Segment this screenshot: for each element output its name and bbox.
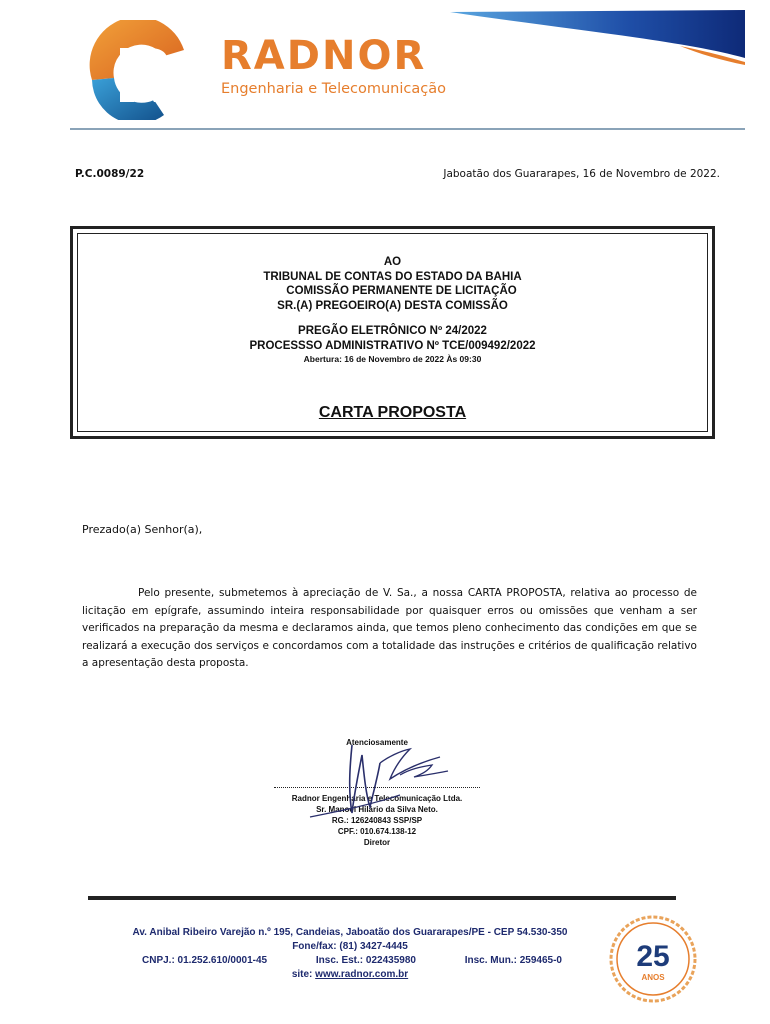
body-paragraph: Pelo presente, submetemos à apreciação de V. Sa., a nossa CARTA PROPOSTA, relativa ao processo de licitação em epígrafe, assumindo inteira responsabilidade por quaisquer erros ou omissões que venham a ser verificados na preparação da mesma e declaramos ainda, que temos pleno conhecimento das condições em que se realizará a execução dos serviços e concordamos com a totalidade das instruções e critérios de qualificação relativo a apresentação desta proposta. (82, 587, 697, 669)
signer-role: Diretor (363, 838, 391, 847)
process-line-1: PREGÃO ELETRÔNICO Nº 24/2022 (298, 325, 487, 337)
process-block (78, 324, 707, 365)
anniversary-seal-icon (608, 914, 698, 1004)
opening-date: Abertura: 16 de Novembro de 2022 Às 09:30 (303, 354, 482, 364)
signer-name: Sr. Manoel Hilário da Silva Neto. (316, 805, 438, 814)
signer-company: Radnor Engenharia e Telecomunicação Ltda. (291, 794, 463, 803)
process-line-2: PROCESSSO ADMINISTRATIVO Nº TCE/009492/2022 (249, 339, 536, 352)
addressee-line-2: TRIBUNAL DE CONTAS DO ESTADO DA BAHIA (263, 270, 522, 283)
radnor-r-logo-icon (84, 20, 190, 120)
reference-code: P.C.0089/22 (75, 168, 145, 180)
footer-divider (88, 896, 676, 900)
footer-cnpj: CNPJ.: 01.252.610/0001-45 (142, 955, 268, 966)
blue-swoosh-icon (450, 10, 745, 65)
reference-line (75, 168, 720, 180)
header-divider (70, 128, 745, 130)
signer-rg: RG.: 126240843 SSP/SP (331, 816, 423, 825)
addressee-frame (70, 226, 715, 439)
place-date: Jaboatão dos Guararapes, 16 de Novembro de 2022. (443, 168, 720, 180)
brand-subtitle: Engenharia e Telecomunicação (221, 81, 446, 97)
document-title: CARTA PROPOSTA (318, 404, 467, 421)
seal-label: ANOS (641, 973, 665, 982)
handwritten-signature-icon (270, 735, 470, 825)
salutation: Prezado(a) Senhor(a), (82, 523, 203, 536)
addressee-line-3: COMISSÃO PERMANENTE DE LICITAÇÃO (286, 285, 517, 297)
brand-name: RADNOR (221, 33, 427, 79)
footer-site-label: site: (291, 969, 313, 980)
closing: Atenciosamente (346, 738, 408, 747)
footer-address: Av. Anibal Ribeiro Varejão n.º 195, Candeias, Jaboatão dos Guararapes/PE - CEP 54.530-350 (132, 927, 568, 938)
addressee-frame-inner (77, 233, 708, 432)
footer-insc-est: Insc. Est.: 022435980 (315, 955, 416, 966)
footer-info (80, 926, 620, 982)
footer-registrations (80, 954, 620, 968)
signer-cpf: CPF.: 010.674.138-12 (337, 827, 417, 836)
footer-site (80, 968, 620, 982)
footer-insc-mun: Insc. Mun.: 259465-0 (464, 955, 562, 966)
addressee-line-4: SR.(A) PREGOEIRO(A) DESTA COMISSÃO (277, 299, 508, 312)
addressee-line-1: AO (383, 256, 402, 268)
footer-site-link[interactable]: www.radnor.com.br (315, 969, 409, 980)
footer-phone: Fone/fax: (81) 3427-4445 (292, 941, 408, 952)
seal-number: 25 (636, 940, 670, 973)
addressee-block (78, 255, 707, 313)
